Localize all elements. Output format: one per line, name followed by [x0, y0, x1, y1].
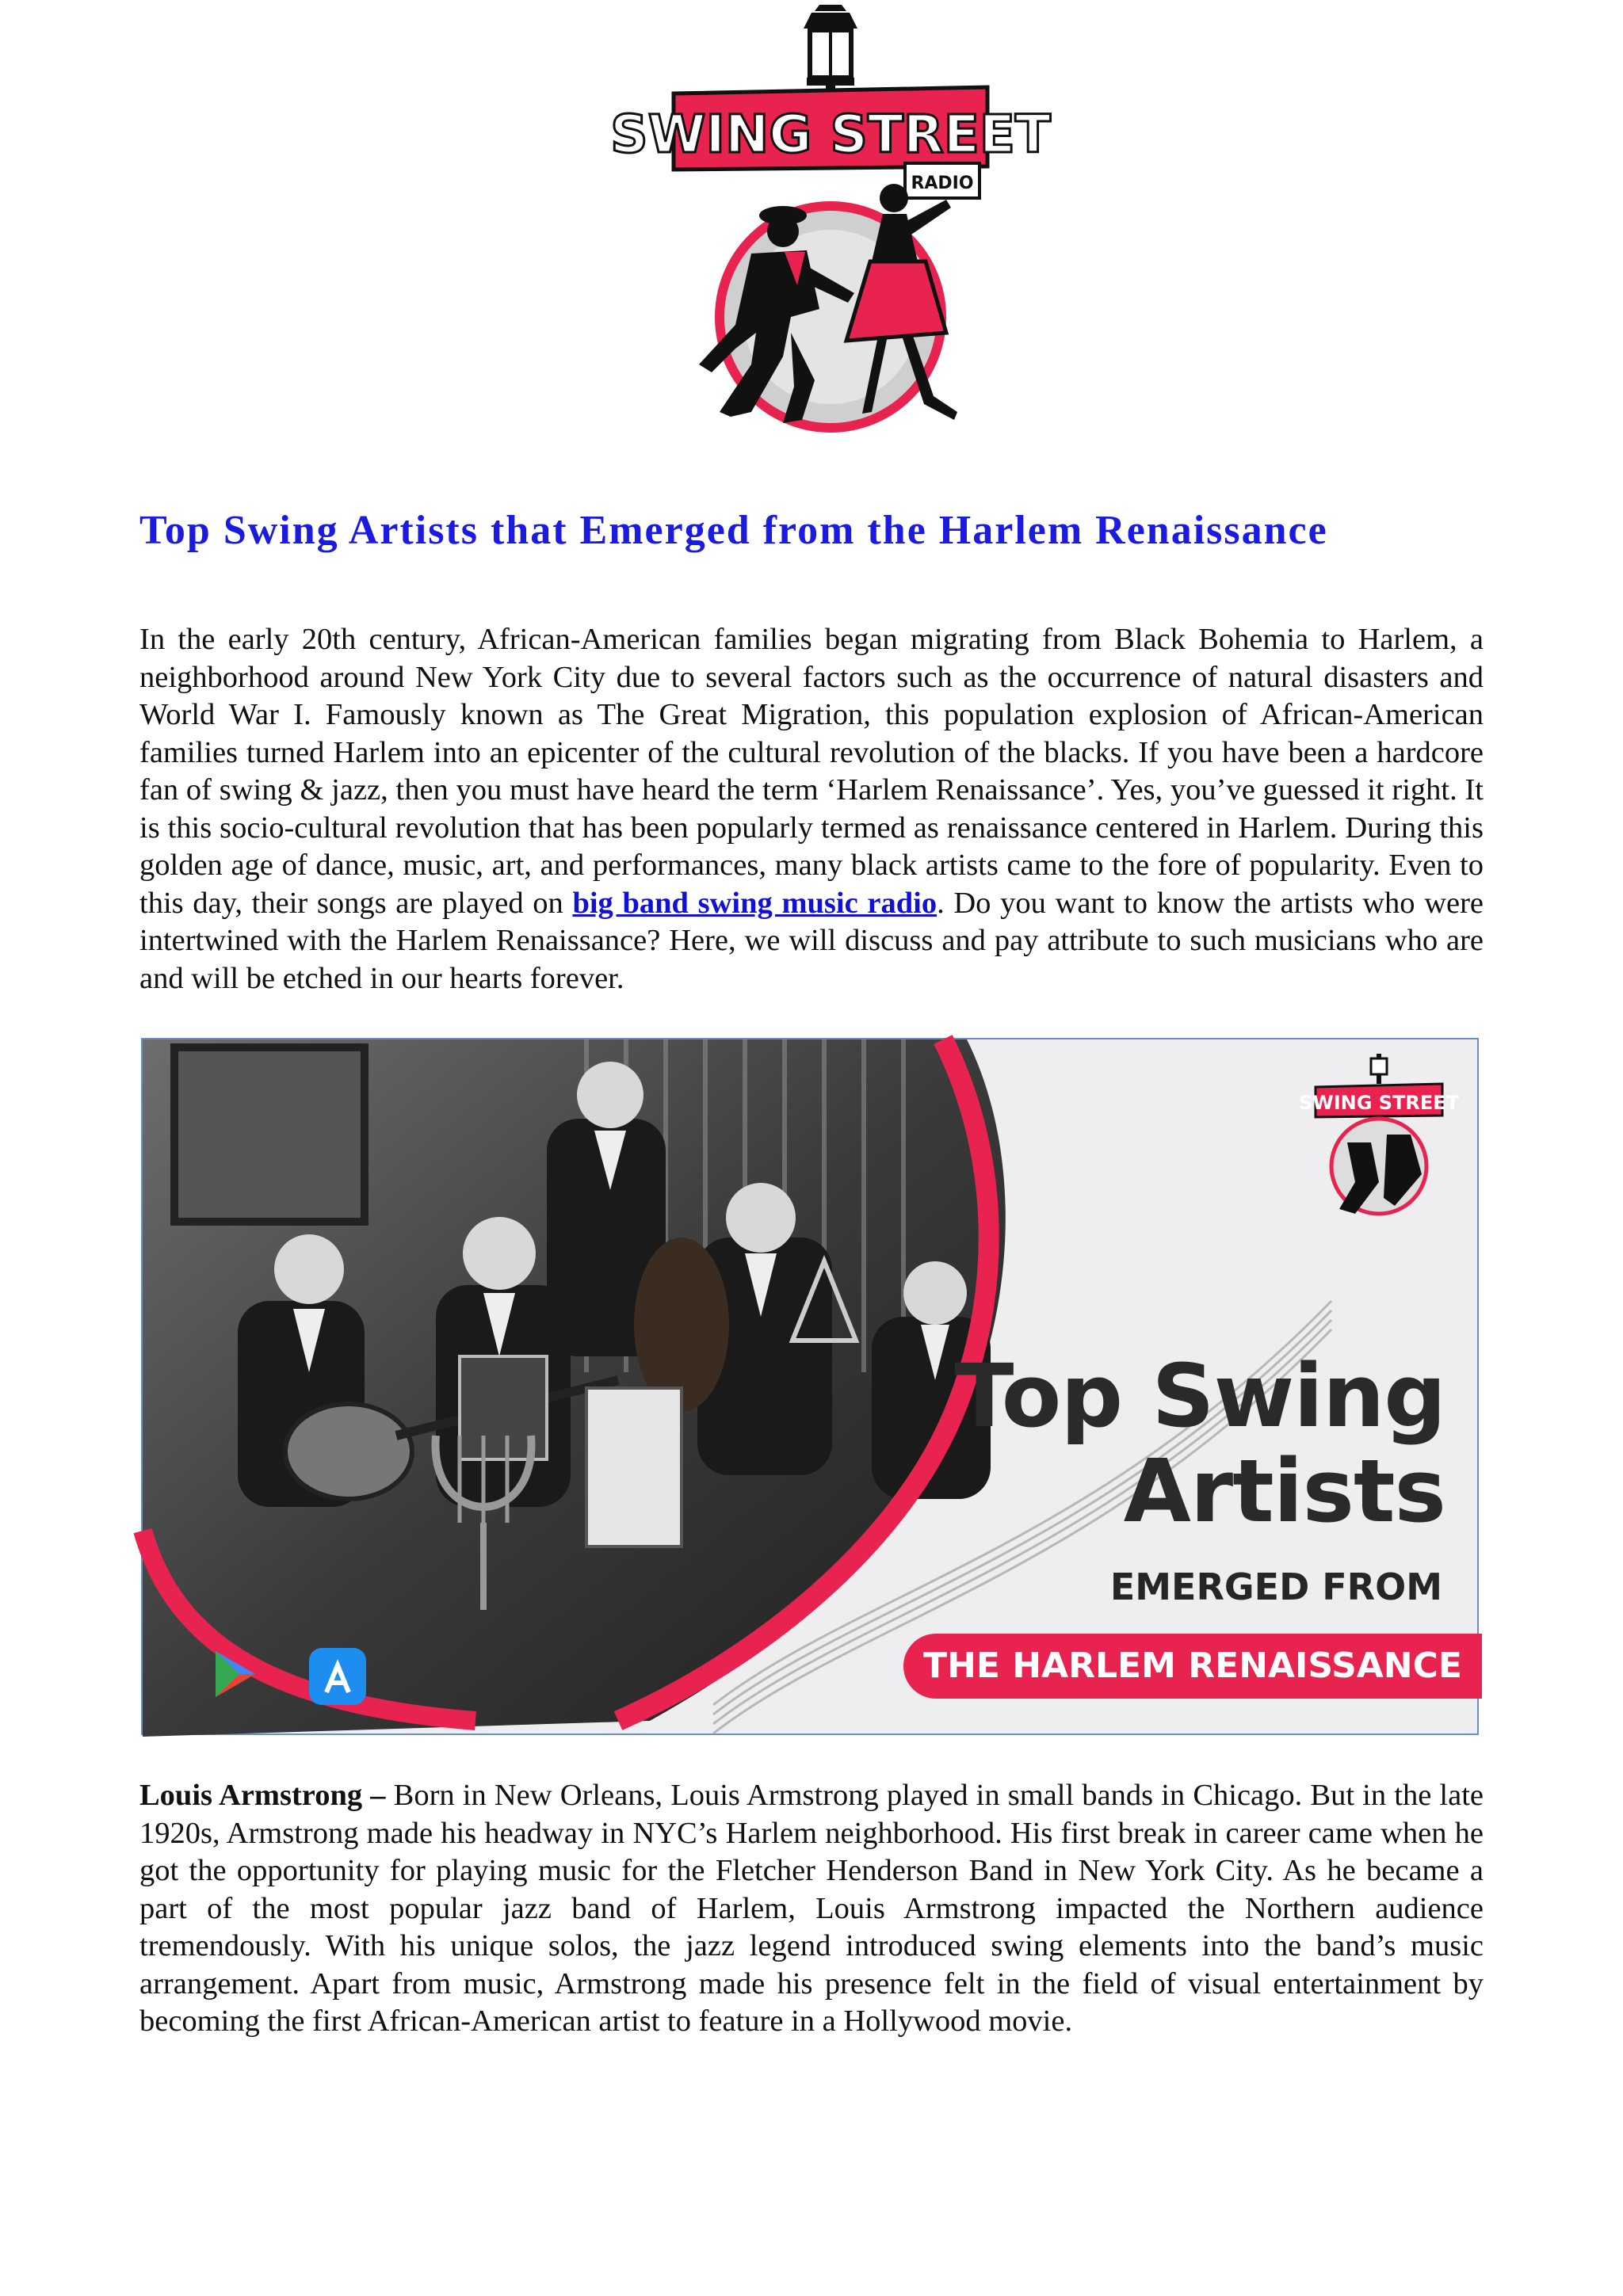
article-banner-image [141, 1038, 1479, 1735]
banner-small-logo [1299, 1054, 1460, 1214]
app-store-icon[interactable] [309, 1648, 366, 1705]
banner-heading-line1: Top Swing [954, 1345, 1445, 1447]
swing-street-radio-logo [610, 0, 1051, 441]
banner-heading-line2: Artists [1123, 1440, 1445, 1542]
banner-ribbon: THE HARLEM RENAISSANCE [903, 1634, 1482, 1699]
big-band-swing-radio-link[interactable]: big band swing music radio [572, 886, 938, 920]
banner-subheading: EMERGED FROM [1109, 1566, 1442, 1608]
intro-text-after-link: . Do you want to know the artists who were intertwined with the Harlem Renaissance? Here, we will discuss and pay attribute to such musicians who are and will be etched in our hearts forever. [139, 886, 1484, 995]
armstrong-name: Louis Armstrong – [139, 1779, 386, 1812]
armstrong-paragraph [139, 1777, 1484, 2041]
logo-name: SWING STREET [610, 104, 1051, 165]
intro-paragraph [139, 621, 1484, 997]
banner-logo-text: SWING STREET [1298, 1092, 1460, 1114]
painting-frame [174, 1047, 365, 1222]
armstrong-text: Born in New Orleans, Louis Armstrong played in small bands in Chicago. But in the late 1920s, Armstrong made his headway in NYC’s Harlem neighborhood. His first break in career came when he got the opportunity for playing music for the Fletcher Henderson Band in New York City. As he became a part of the most popular jazz band of Harlem, Louis Armstrong impacted the Northern audience tremendously. With his unique solos, the jazz legend introduced swing elements into the band’s music arrangement. Apart from music, Armstrong made his presence felt in the field of visual entertainment by becoming the first African-American artist to feature in a Hollywood movie. [139, 1779, 1484, 2038]
logo-sub: RADIO [911, 174, 974, 193]
intro-text-before-link: In the early 20th century, African-American families began migrating from Black Bohemia to Harlem, a neighborhood around New York City due to several factors such as the occurrence of natural disasters and World War I. Famously known as The Great Migration, this population explosion of African-American families turned Harlem into an epicenter of the cultural revolution of the blacks. If you have been a hardcore fan of swing & jazz, then you must have heard the term ‘Harlem Renaissance’. Yes, you’ve guessed it right. It is this socio-cultural revolution that has been popularly termed as renaissance centered in Harlem. During this golden age of dance, music, art, and performances, many black artists came to the fore of popularity. Even to this day, their songs are played on [139, 623, 1484, 920]
article-title: Top Swing Artists that Emerged from the Harlem Renaissance [139, 508, 1328, 553]
street-lamp-icon [804, 5, 857, 101]
